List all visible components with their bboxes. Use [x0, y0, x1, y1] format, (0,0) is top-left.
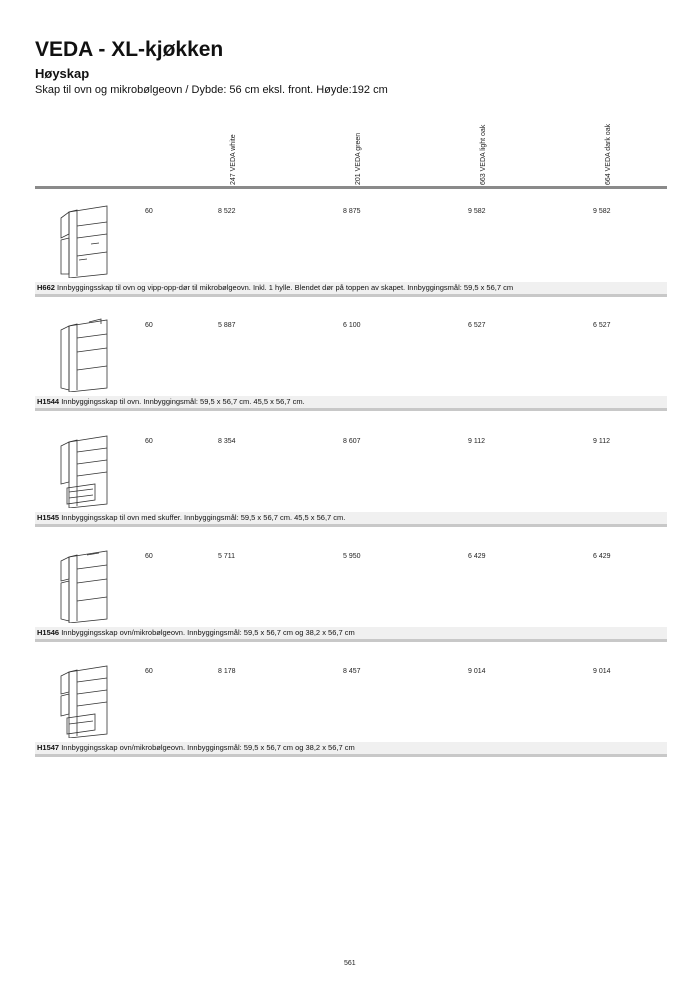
product-code: H1544 — [37, 397, 60, 406]
price-green: 8 457 — [343, 668, 361, 675]
page-number: 561 — [344, 960, 356, 967]
product-description: Innbyggingsskap til ovn med skuffer. Innbyggingsmål: 59,5 x 56,7 cm. 45,5 x 56,7 cm. — [61, 513, 346, 522]
page-title: VEDA - XL-kjøkken — [35, 38, 224, 61]
column-header-green: 201 VEDA green — [355, 132, 362, 185]
price-white: 5 887 — [218, 322, 236, 329]
price-dark-oak: 9 112 — [593, 438, 610, 445]
column-header-dark-oak: 664 VEDA dark oak — [605, 123, 612, 185]
product-description: Innbyggingsskap ovn/mikrobølgeovn. Innbyggingsmål: 59,5 x 56,7 cm og 38,2 x 56,7 cm — [61, 743, 355, 752]
price-dark-oak: 9 582 — [593, 208, 611, 215]
product-code: H1545 — [37, 513, 60, 522]
header-rule — [35, 186, 667, 189]
product-caption-bar — [35, 512, 667, 524]
price-dark-oak: 6 527 — [593, 322, 611, 329]
column-header-light-oak: 663 VEDA light oak — [480, 124, 487, 185]
price-light-oak: 9 112 — [468, 438, 485, 445]
product-description: Innbyggingsskap ovn/mikrobølgeovn. Innbyggingsmål: 59,5 x 56,7 cm og 38,2 x 56,7 cm — [61, 628, 355, 637]
product-row — [35, 428, 667, 528]
cabinet-oven-microwave-drawer-illustration — [47, 664, 117, 738]
row-divider — [35, 408, 667, 411]
row-divider — [35, 294, 667, 297]
cabinet-oven-drawer-illustration — [47, 434, 117, 508]
price-green: 8 875 — [343, 208, 361, 215]
price-green: 6 100 — [343, 322, 361, 329]
cabinet-oven-illustration — [47, 318, 117, 392]
width-value: 60 — [145, 668, 153, 675]
price-white: 5 711 — [218, 553, 235, 560]
width-value: 60 — [145, 208, 153, 215]
price-light-oak: 9 014 — [468, 668, 486, 675]
product-caption-bar — [35, 627, 667, 639]
product-description: Innbyggingsskap til ovn. Innbyggingsmål: 59,5 x 56,7 cm. 45,5 x 56,7 cm. — [61, 397, 305, 406]
product-description: Innbyggingsskap til ovn og vipp-opp-dør til mikrobølgeovn. Inkl. 1 hylle. Blendet dør på toppen av skapet. Innbyggingsmål: 59,5 x 56,7 cm — [57, 283, 514, 292]
section-description: Skap til ovn og mikrobølgeovn / Dybde: 56 cm eksl. front. Høyde:192 cm — [35, 84, 388, 96]
price-white: 8 178 — [218, 668, 236, 675]
product-row — [35, 543, 667, 643]
price-white: 8 522 — [218, 208, 236, 215]
row-divider — [35, 524, 667, 527]
price-white: 8 354 — [218, 438, 236, 445]
row-divider — [35, 754, 667, 757]
product-row — [35, 312, 667, 412]
product-code: H662 — [37, 283, 55, 292]
column-header-white: 247 VEDA white — [230, 134, 237, 185]
price-light-oak: 9 582 — [468, 208, 486, 215]
section-subtitle: Høyskap — [35, 66, 90, 81]
product-code: H1546 — [37, 628, 60, 637]
product-row — [35, 658, 667, 758]
product-caption-bar — [35, 742, 667, 754]
product-row — [35, 198, 667, 298]
product-code: H1547 — [37, 743, 60, 752]
price-green: 8 607 — [343, 438, 361, 445]
price-light-oak: 6 429 — [468, 553, 486, 560]
row-divider — [35, 639, 667, 642]
price-light-oak: 6 527 — [468, 322, 486, 329]
cabinet-oven-microwave-illustration — [47, 204, 117, 278]
width-value: 60 — [145, 322, 153, 329]
cabinet-oven-microwave-illustration — [47, 549, 117, 623]
price-green: 5 950 — [343, 553, 361, 560]
price-dark-oak: 9 014 — [593, 668, 611, 675]
price-dark-oak: 6 429 — [593, 553, 611, 560]
width-value: 60 — [145, 553, 153, 560]
product-caption-bar — [35, 282, 667, 294]
width-value: 60 — [145, 438, 153, 445]
product-caption-bar — [35, 396, 667, 408]
